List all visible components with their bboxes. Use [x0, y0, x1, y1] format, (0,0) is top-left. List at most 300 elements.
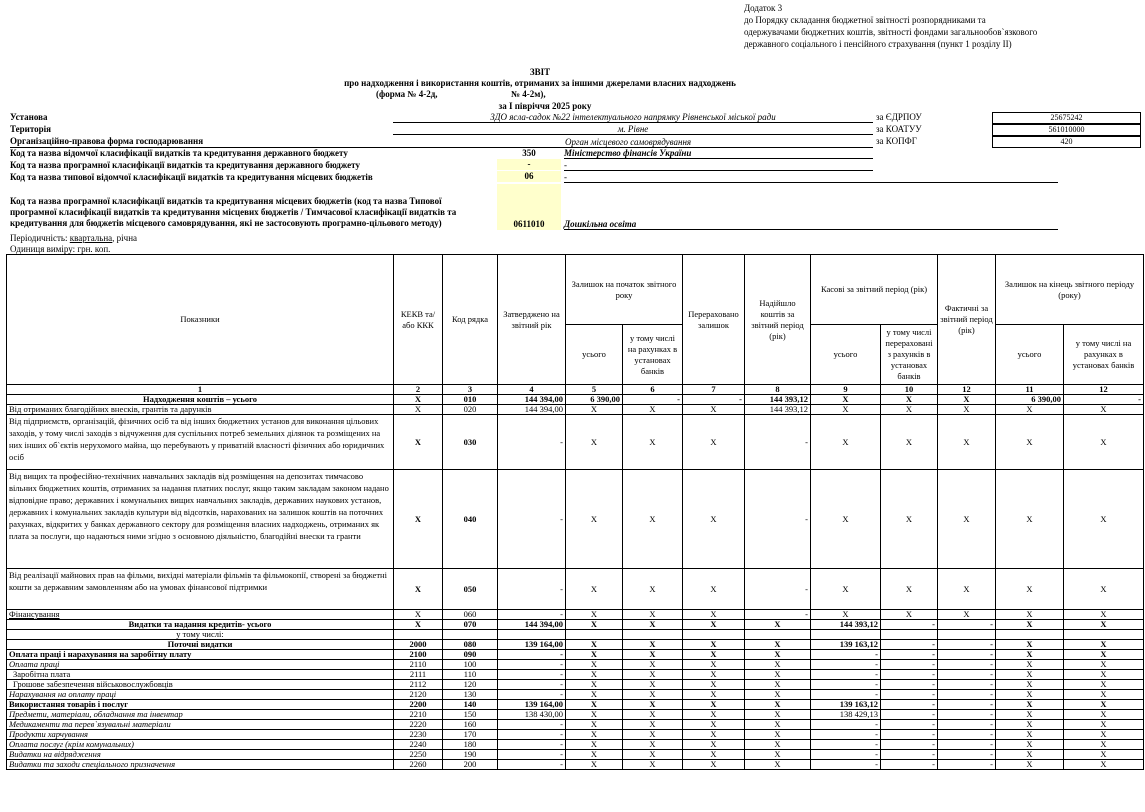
- cell-value: X: [1064, 700, 1144, 710]
- header-balance-end: Залишок на кінець звітного періоду (року): [996, 255, 1144, 325]
- cell-value: X: [394, 395, 443, 405]
- dept-value: Міністерство фінансів України: [564, 148, 873, 159]
- table-row: [7, 760, 1144, 770]
- cell-value: X: [745, 680, 811, 690]
- cell-value: X: [623, 660, 683, 670]
- cell-value: -: [745, 470, 811, 569]
- cell-value: X: [1064, 720, 1144, 730]
- cell-value: -: [683, 395, 745, 405]
- table-row: [7, 750, 1144, 760]
- cell-value: -: [498, 690, 566, 700]
- cell-value: -: [938, 640, 996, 650]
- cell-value: 144 393,12: [811, 620, 881, 630]
- cell-value: X: [683, 610, 745, 620]
- cell-value: 6 390,00: [996, 395, 1064, 405]
- table-row: [7, 630, 1144, 640]
- cell-value: X: [996, 740, 1064, 750]
- cell-value: X: [811, 569, 881, 610]
- cell-value: X: [566, 750, 623, 760]
- cell-value: X: [683, 690, 745, 700]
- cell-value: X: [683, 569, 745, 610]
- cell-value: 140: [443, 700, 498, 710]
- cell-value: -: [938, 680, 996, 690]
- cell-value: X: [745, 700, 811, 710]
- cell-value: X: [1064, 660, 1144, 670]
- cell-value: 170: [443, 730, 498, 740]
- cell-value: -: [811, 730, 881, 740]
- row-label: Оплата праці: [7, 660, 394, 670]
- cell-value: 6 390,00: [566, 395, 623, 405]
- cell-value: X: [566, 660, 623, 670]
- territory-value: м. Рівне: [393, 124, 873, 135]
- cell-value: -: [938, 720, 996, 730]
- cell-value: [683, 630, 745, 640]
- cell-value: X: [745, 690, 811, 700]
- cell-value: X: [683, 740, 745, 750]
- row-label: Оплата праці і нарахування на заробітну плату: [7, 650, 394, 660]
- table-row: [7, 710, 1144, 720]
- table-row: [7, 700, 1144, 710]
- form-code-b: № 4-2м),: [511, 89, 546, 99]
- cell-value: X: [394, 415, 443, 470]
- cell-value: X: [996, 720, 1064, 730]
- header-kekv: КЕКВ та/або ККК: [394, 255, 443, 385]
- cell-value: -: [938, 670, 996, 680]
- form-code-a: (форма № 4-2д,: [376, 89, 438, 99]
- periodicity-rest: , річна: [112, 233, 138, 243]
- report-period: за І півріччя 2025 року: [498, 101, 592, 111]
- table-row: [7, 610, 1144, 620]
- cell-value: X: [623, 750, 683, 760]
- cell-value: X: [623, 415, 683, 470]
- cell-value: X: [623, 680, 683, 690]
- cell-value: -: [881, 680, 938, 690]
- cell-value: X: [566, 680, 623, 690]
- typical-label: Код та назва типової відомчої класифікації видатків та кредитування місцевих бюджетів: [10, 172, 373, 182]
- cell-value: X: [1064, 690, 1144, 700]
- row-label: Від вищих та професійно-технічних навчальних закладів від розміщення на депозитах тимчасово вільних бюджетних коштів, отриманих за надання платних послуг, якщо таким закладам законом надано відповідне право; державних і комунальних вищих навчальних закладів, державних наукових установ, державних і комунальних закладів культури від відсотків, нарахованих на залишок коштів на поточних рахунках, відкритих у банках державного сектору для розміщення власних надходжень, отриманих як плата за послуги, що надаються ними згідно з основною діяльністю, благодійні внески та гранти: [7, 470, 394, 569]
- cell-value: -: [498, 740, 566, 750]
- row-label: Медикаменти та перев`язувальні матеріали: [7, 720, 394, 730]
- cell-value: X: [1064, 680, 1144, 690]
- annex-line: Додаток 3: [744, 3, 783, 13]
- cell-value: X: [938, 415, 996, 470]
- cell-value: 139 163,12: [811, 700, 881, 710]
- cell-value: -: [881, 660, 938, 670]
- report-title: ЗВІТ: [529, 67, 551, 77]
- cell-value: -: [498, 650, 566, 660]
- cell-value: -: [498, 470, 566, 569]
- row-label: Надходження коштів – усього: [7, 395, 394, 405]
- unit-of-measure: Одиниця виміру: грн. коп.: [10, 244, 111, 254]
- row-label: Видатки та заходи спеціального призначення: [7, 760, 394, 770]
- cell-value: -: [881, 700, 938, 710]
- cell-value: 144 393,12: [745, 395, 811, 405]
- cell-value: X: [623, 610, 683, 620]
- cell-value: X: [811, 395, 881, 405]
- cell-value: X: [938, 470, 996, 569]
- annex-line: одержувачами бюджетних коштів, звітності фондами загальнообов`язкового: [744, 27, 1038, 37]
- cell-value: X: [623, 700, 683, 710]
- cell-value: X: [683, 640, 745, 650]
- cell-value: -: [811, 670, 881, 680]
- cell-value: 2120: [394, 690, 443, 700]
- cell-value: -: [745, 569, 811, 610]
- cell-value: X: [996, 415, 1064, 470]
- cell-value: 2112: [394, 680, 443, 690]
- cell-value: X: [683, 650, 745, 660]
- cell-value: -: [938, 750, 996, 760]
- cell-value: X: [1064, 670, 1144, 680]
- cell-value: 144 393,12: [745, 405, 811, 415]
- cell-value: X: [683, 620, 745, 630]
- cell-value: X: [683, 415, 745, 470]
- cell-value: -: [938, 690, 996, 700]
- cell-value: X: [1064, 640, 1144, 650]
- cell-value: -: [1064, 395, 1144, 405]
- table-row: [7, 690, 1144, 700]
- cell-value: X: [745, 660, 811, 670]
- cell-value: [498, 630, 566, 640]
- row-label: Заробітна плата: [7, 670, 394, 680]
- table-row: [7, 740, 1144, 750]
- cell-value: 2220: [394, 720, 443, 730]
- periodicity-label: Періодичність:: [10, 233, 70, 243]
- cell-value: 2230: [394, 730, 443, 740]
- cell-value: 2260: [394, 760, 443, 770]
- cell-value: X: [996, 470, 1064, 569]
- cell-value: X: [566, 700, 623, 710]
- cell-value: X: [996, 610, 1064, 620]
- cell-value: X: [1064, 415, 1144, 470]
- cell-value: X: [811, 610, 881, 620]
- cell-value: X: [881, 470, 938, 569]
- table-row: [7, 730, 1144, 740]
- cell-value: X: [745, 720, 811, 730]
- cell-value: 2250: [394, 750, 443, 760]
- cell-value: X: [938, 610, 996, 620]
- cell-value: -: [881, 720, 938, 730]
- periodicity-value: квартальна: [69, 233, 113, 243]
- cell-value: X: [623, 670, 683, 680]
- header-actual: Фактичні за звітний період (рік): [938, 255, 996, 385]
- cell-value: X: [745, 760, 811, 770]
- cell-value: X: [881, 569, 938, 610]
- cell-value: -: [881, 690, 938, 700]
- header-row-code: Код рядка: [443, 255, 498, 385]
- header-incl-transferred: у тому числі перераховані з рахунків в установах банків: [881, 325, 938, 385]
- header-incl-banks: у тому числі на рахунках в установах банків: [623, 325, 683, 385]
- row-label: Оплата послуг (крім комунальних): [7, 740, 394, 750]
- cell-value: 2210: [394, 710, 443, 720]
- cell-value: X: [996, 730, 1064, 740]
- header-approved: Затверджено на звітний рік: [498, 255, 566, 385]
- cell-value: X: [938, 569, 996, 610]
- row-label: Видатки на відрядження: [7, 750, 394, 760]
- cell-value: -: [745, 610, 811, 620]
- col-num: 3: [443, 385, 498, 395]
- cell-value: X: [683, 680, 745, 690]
- row-label: Продукти харчування: [7, 730, 394, 740]
- col-num: 12: [1064, 385, 1144, 395]
- col-num: 10: [881, 385, 938, 395]
- cell-value: X: [394, 620, 443, 630]
- cell-value: X: [566, 760, 623, 770]
- cell-value: X: [1064, 470, 1144, 569]
- cell-value: 138 429,13: [811, 710, 881, 720]
- cell-value: 120: [443, 680, 498, 690]
- row-label: Поточні видатки: [7, 640, 394, 650]
- cell-value: 138 430,00: [498, 710, 566, 720]
- territory-label: Територія: [10, 124, 52, 134]
- cell-value: X: [996, 620, 1064, 630]
- local-prog-value: Дошкільна освіта: [564, 219, 1058, 230]
- periodicity: [10, 233, 137, 243]
- institution-value: ЗДО ясла-садок №22 інтелектуального напрямку Рівненської міської ради: [393, 112, 873, 123]
- cell-value: X: [996, 680, 1064, 690]
- cell-value: X: [811, 470, 881, 569]
- cell-value: 2110: [394, 660, 443, 670]
- institution-label: Установа: [10, 112, 48, 122]
- row-label: Грошове забезпечення військовослужбовців: [7, 680, 394, 690]
- cell-value: X: [745, 650, 811, 660]
- code-label-koatuu: за КОАТУУ: [876, 124, 922, 134]
- cell-value: X: [566, 740, 623, 750]
- header-received: Надійшло коштів за звітний період (рік): [745, 255, 811, 385]
- row-label: у тому числі:: [7, 630, 394, 640]
- cell-value: -: [938, 740, 996, 750]
- cell-value: 2000: [394, 640, 443, 650]
- cell-value: 144 394,00: [498, 405, 566, 415]
- cell-value: X: [745, 640, 811, 650]
- cell-value: X: [566, 415, 623, 470]
- cell-value: X: [881, 610, 938, 620]
- cell-value: X: [938, 405, 996, 415]
- cell-value: 060: [443, 610, 498, 620]
- cell-value: -: [811, 740, 881, 750]
- cell-value: X: [938, 395, 996, 405]
- legal-form-value: Орган місцевого самоврядування: [565, 137, 692, 147]
- prog-label: Код та назва програмної класифікації видатків та кредитування державного бюджету: [10, 160, 360, 170]
- cell-value: X: [566, 690, 623, 700]
- cell-value: X: [623, 640, 683, 650]
- cell-value: X: [394, 569, 443, 610]
- col-num: 9: [811, 385, 881, 395]
- cell-value: [938, 630, 996, 640]
- cell-value: [881, 630, 938, 640]
- cell-value: [623, 630, 683, 640]
- cell-value: X: [394, 470, 443, 569]
- cell-value: 090: [443, 650, 498, 660]
- row-label: Предмети, матеріали, обладнання та інвентар: [7, 710, 394, 720]
- cell-value: -: [745, 415, 811, 470]
- cell-value: [566, 630, 623, 640]
- col-num: 2: [394, 385, 443, 395]
- cell-value: X: [996, 760, 1064, 770]
- annex-note: [744, 2, 1074, 50]
- cell-value: X: [683, 730, 745, 740]
- annex-line: державного соціального і пенсійного страхування (пункт 1 розділу II): [744, 39, 1012, 49]
- cell-value: X: [566, 610, 623, 620]
- cell-value: X: [1064, 750, 1144, 760]
- table-row: [7, 680, 1144, 690]
- cell-value: X: [566, 670, 623, 680]
- col-num: 1: [7, 385, 394, 395]
- cell-value: X: [1064, 730, 1144, 740]
- cell-value: -: [881, 750, 938, 760]
- cell-value: X: [683, 670, 745, 680]
- cell-value: -: [498, 760, 566, 770]
- cell-value: X: [996, 405, 1064, 415]
- cell-value: X: [1064, 569, 1144, 610]
- table-row: [7, 650, 1144, 660]
- header-indicators: Показники: [7, 255, 394, 385]
- cell-value: 030: [443, 415, 498, 470]
- cell-value: X: [745, 740, 811, 750]
- cell-value: X: [566, 730, 623, 740]
- cell-value: X: [811, 415, 881, 470]
- cell-value: 130: [443, 690, 498, 700]
- cell-value: -: [938, 700, 996, 710]
- cell-value: X: [996, 569, 1064, 610]
- col-num: 4: [498, 385, 566, 395]
- report-table: [6, 254, 1144, 770]
- code-value-kopfg: 420: [992, 136, 1141, 148]
- cell-value: -: [811, 760, 881, 770]
- cell-value: -: [881, 620, 938, 630]
- col-num: 8: [745, 385, 811, 395]
- cell-value: X: [683, 720, 745, 730]
- cell-value: X: [623, 405, 683, 415]
- cell-value: X: [683, 405, 745, 415]
- cell-value: 2240: [394, 740, 443, 750]
- header-transferred: Перераховано залишок: [683, 255, 745, 385]
- cell-value: -: [498, 660, 566, 670]
- annex-line: до Порядку складання бюджетної звітності розпорядниками та: [744, 15, 986, 25]
- cell-value: -: [881, 670, 938, 680]
- cell-value: X: [566, 710, 623, 720]
- cell-value: 020: [443, 405, 498, 415]
- cell-value: X: [623, 569, 683, 610]
- cell-value: -: [938, 650, 996, 660]
- cell-value: 010: [443, 395, 498, 405]
- local-prog-label: Код та назва програмної класифікації видатків та кредитування місцевих бюджетів (код та назва Типової програмної класифікації видатків та кредитування місцевих бюджетів / Тимчасової класифікації видатків та кредитування для бюджетів місцевого самоврядування, які не застосовують програмно-цільового методу): [10, 196, 457, 228]
- cell-value: -: [623, 395, 683, 405]
- cell-value: -: [498, 750, 566, 760]
- table-row: [7, 405, 1144, 415]
- cell-value: 2100: [394, 650, 443, 660]
- cell-value: X: [996, 700, 1064, 710]
- cell-value: X: [683, 750, 745, 760]
- cell-value: -: [498, 680, 566, 690]
- header-total: усього: [566, 325, 623, 385]
- row-label: Використання товарів і послуг: [7, 700, 394, 710]
- table-row: [7, 660, 1144, 670]
- cell-value: [745, 630, 811, 640]
- table-row: [7, 569, 1144, 610]
- cell-value: X: [566, 470, 623, 569]
- cell-value: X: [996, 650, 1064, 660]
- cell-value: X: [623, 740, 683, 750]
- cell-value: 050: [443, 569, 498, 610]
- cell-value: X: [996, 710, 1064, 720]
- code-value-koatuu: 561010000: [992, 124, 1141, 136]
- cell-value: X: [745, 620, 811, 630]
- cell-value: X: [623, 760, 683, 770]
- cell-value: 110: [443, 670, 498, 680]
- table-row: [7, 620, 1144, 630]
- cell-value: 190: [443, 750, 498, 760]
- cell-value: -: [811, 650, 881, 660]
- cell-value: X: [566, 720, 623, 730]
- cell-value: 139 164,00: [498, 700, 566, 710]
- row-label: Від реалізації майнових прав на фільми, вихідні матеріали фільмів та фільмокопії, створені за бюджетні кошти за державним замовленням або на умовах фінансової підтримки: [7, 569, 394, 610]
- cell-value: X: [623, 650, 683, 660]
- table-row: [7, 395, 1144, 405]
- cell-value: X: [683, 470, 745, 569]
- row-label: Від підприємств, організацій, фізичних осіб та від інших бюджетних установ для виконання цільових заходів, у тому числі заходів з відчуження для суспільних потреб земельних ділянок та розміщених на них інших об`єктів нерухомого майна, що перебувають у приватній власності фізичних або юридичних осіб: [7, 415, 394, 470]
- cell-value: X: [1064, 740, 1144, 750]
- row-label: Від отриманих благодійних внесків, грантів та дарунків: [7, 405, 394, 415]
- cell-value: 040: [443, 470, 498, 569]
- col-num: 6: [623, 385, 683, 395]
- header-balance-start: Залишок на початок звітного року: [566, 255, 683, 325]
- cell-value: X: [566, 620, 623, 630]
- cell-value: X: [881, 395, 938, 405]
- cell-value: X: [1064, 760, 1144, 770]
- cell-value: [443, 630, 498, 640]
- cell-value: -: [498, 730, 566, 740]
- typical-code: 06: [497, 171, 561, 182]
- cell-value: 139 163,12: [811, 640, 881, 650]
- table-row: [7, 720, 1144, 730]
- code-label-kopfg: за КОПФГ: [876, 136, 917, 146]
- cell-value: [394, 630, 443, 640]
- dept-code: 350: [522, 148, 536, 158]
- dept-label: Код та назва відомчої класифікації видатків та кредитування державного бюджету: [10, 148, 348, 158]
- cell-value: X: [623, 470, 683, 569]
- cell-value: 2200: [394, 700, 443, 710]
- prog-code: -: [497, 159, 561, 170]
- cell-value: [996, 630, 1064, 640]
- cell-value: -: [811, 680, 881, 690]
- cell-value: X: [1064, 650, 1144, 660]
- cell-value: -: [811, 720, 881, 730]
- cell-value: -: [938, 620, 996, 630]
- row-label: Видатки та надання кредитів- усього: [7, 620, 394, 630]
- cell-value: X: [566, 569, 623, 610]
- code-label-edrpou: за ЄДРПОУ: [876, 112, 922, 122]
- cell-value: -: [811, 660, 881, 670]
- cell-value: -: [498, 610, 566, 620]
- cell-value: [1064, 630, 1144, 640]
- col-num: 12: [938, 385, 996, 395]
- table-row: [7, 670, 1144, 680]
- typical-value: -: [564, 172, 1058, 183]
- cell-value: 100: [443, 660, 498, 670]
- col-num: 7: [683, 385, 745, 395]
- table-row: [7, 415, 1144, 470]
- cell-value: X: [566, 640, 623, 650]
- cell-value: X: [811, 405, 881, 415]
- legal-form-label: Організаційно-правова форма господарювання: [10, 136, 204, 146]
- cell-value: [811, 630, 881, 640]
- header-cash-total: усього: [811, 325, 881, 385]
- cell-value: X: [1064, 405, 1144, 415]
- code-value-edrpou: 25675242: [992, 112, 1141, 124]
- cell-value: 160: [443, 720, 498, 730]
- cell-value: X: [996, 750, 1064, 760]
